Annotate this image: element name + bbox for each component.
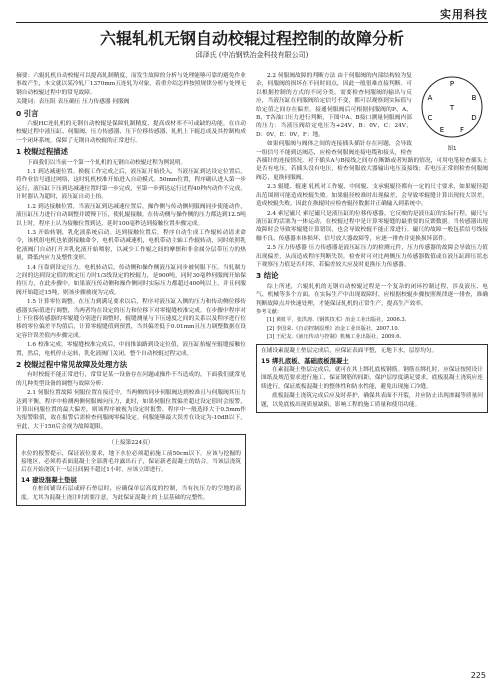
article-title: 六辊轧机无钢自动校辊过程控制的故障分析 — [99, 29, 404, 48]
paragraph-1: 下面我们以当前一个第一个轧机的无钢自动校辊过程为例说明。 — [27, 159, 187, 166]
heading-section-2: 2 校辊过程中常见故障及处理方法 — [16, 360, 128, 369]
pin-label: E — [439, 126, 445, 134]
page-number: 225 — [470, 671, 486, 680]
continued-box — [16, 434, 246, 506]
continuation-text: 在铺设素混凝土垫层完成后，应保证表面平整，无地下水，层厚均匀。 — [261, 348, 438, 355]
pin-label: D — [471, 114, 477, 122]
paragraph-1-6: 1.6 校准完成。零辊缝校准完成后，中间推油路到设定位值，液压缸抬辊至辊缝接触位置，然后，电机停止运转，乳化液阀门关闭，整个自动校辊过程完成。 — [16, 342, 246, 357]
continued-note: （上接第224页） — [108, 440, 154, 447]
paragraph-2-3: 如果伺服阀与阀体之间的连接插头插针存在问题，会导致一组信号不能到达阀芯，应检查伺服阀连接电缆和接头，检查各插针的连接情况。对于插头A与B接线之间存在断路或者短路的情况，可用电笔检查插头上是否有电压，若插头没有电压，检查伺服放大器输出电压及接线；若电压正常则检查伺服阀阀芯，更换伺服阀。 — [256, 141, 488, 181]
right-column — [256, 72, 488, 416]
left-column — [16, 72, 246, 509]
heading-conclusion: 3 结论 — [256, 271, 279, 281]
header-rule — [16, 22, 488, 23]
pin-label: A — [427, 94, 433, 102]
pin-label: P — [449, 80, 455, 88]
reference-item: [1] 黄虹平，张洪涛.《钢铁技术》冶金工业出版社，2006.3. — [267, 317, 407, 324]
heading-introduction: 0 引言 — [16, 108, 39, 118]
paragraph-1-4: 1.4 压靠到设定压力。电机转动后，传动侧和操作侧液压缸同步被伺服下压，当轧制力之间的达到设定值的规定压力时1/3线设定的校辊力，是900吨，同时30毫秒伺服阀开始保持压力，在此步骤中，如果液压传动侧和操作侧同时实际压力都超过400吨以上，并且伺服阀开始超过15吨，则该步骤被视为完成。 — [16, 264, 246, 296]
pin-label: B — [471, 94, 477, 102]
intro-paragraph: 六辊HC连轧机的无钢自动校辊是保障轧制精度、提高成材率不可或缺的功能。在自动校辊过程中液压缸、伺服阀、压力传感器、压下位移传感器、轧机上下辊总成及其控制构成一个闭环系统，保障了无钢自动校辊的正常进行。 — [16, 121, 246, 144]
abstract: 摘要：六辊轧机自动校辊可以提高轧制精度，而发生故障的分析与处理能够可靠的避免作业事故产生，本文就以某冷轧厂1370mm五连轧为对象，着重介绍怎样按照规律分析与处理无钢自动校辊过程中的常见故障。 — [16, 73, 247, 96]
keywords: 关键词：表压阻 表压确压 压力传感器 伺服阀 — [16, 99, 130, 106]
paragraph-2-6: 2.5 压力传感器 压力传感器是液压缸压力的检测元件，压力传感器的故障会导致压力值出现偏差，从而造成程序判断失误。检查时可对比两侧压力传感器数值或在液压缸卸压状态下观察压力值是否归零，若偏差较大应及时更换压力传感器。 — [256, 245, 488, 268]
paragraph-1-3: 1.3 开始转钢，乳化液系统启动。达到接触位置后，程序自动生成工作辊转动请求命令，该机组电机也依据接触命令，电机带动减速机，电机带动主轴工作辊转动，同时依照乳化液阀门自动打开并乳化液开始喷射，以减少工作辊之间的摩擦和非金属分层带压力的热量，降低内应力及整性变形。 — [16, 229, 246, 262]
paragraph-2-4: 2.3 辊缝、辊速 轧机对工作辊、中间辊、支承辊辊径都有一定的尺寸要求，如果辊径超出范围则可能造成校辊失败。如果辊径校准时出现偏差，会导致零辊缝计算出现较大误差，造成校辊失败，因此在换辊时应检查辊径数据并正确输入到系统中。 — [256, 184, 488, 208]
paragraph-14: 在桩间铺设石层或碎石垫层时，应确保单层高度的控制，当有抗压力的空地的高度。尤其为混凝土浇注时需要注意，为此保证混凝土的上层基础的完整性。 — [21, 486, 241, 501]
reference-item: [3] 王纪友.《液压传动与控制》机械工业出版社，2009.6. — [267, 333, 402, 340]
paragraph-1-5: 1.5 计算零位调整。在压力到满足要求以后，程序对液压缸入侧的压力和传动侧位移传感器实际值进行调整，当两者均在设定的压力和位移下对零辊缝校准完成。在步骤中程序对上下位移传感器的零辊缝分别进行调整时，辊缝测量与下压速度之间的关系以及程序进行位移的零位偏差平均值后，计算零辊缝值到预置，当其偏差低于0.01mm且压力调整数据在设定容许误差值内步骤完成。 — [16, 299, 246, 339]
heading-section-14: 14 建设混凝土垫层 — [21, 475, 77, 484]
conclusion-paragraph: 综上所述，六辊轧机的无钢自动校辊过程是一个复杂的闭环控制过程，涉及液压、电气、机械等多个方面。在实际生产中出现故障时，应根据校辊步骤按照规律逐一排查，准确判断故障点并快速处理，才能保证轧机的正常生产，提高生产效率。 — [256, 283, 488, 307]
paragraph-2-5: 2.4 索尼磁尺 索尼磁尺是液压缸的位移传感器，它反映的是液压缸的实际行程。磁尺与液压缸的活塞为一体运动，在校辊过程中是计算零辊缝的最重要的反馈数据。当传感器出现故障时会导致零辊缝计算错误，也会导致校辊不能正常进行。磁尺的故障一般包括信号线接触不良、传感器本体损坏、信号放大器故障等，应逐一排查并更换损坏部件。 — [256, 210, 488, 242]
author-line: 邱泽氏 (中冶钢铁冶金科技有限公司) — [195, 51, 309, 59]
continuation-box — [256, 344, 488, 413]
paragraph-1-2: 1.2 到达接触位置。当液压缸到达减速位置后，操作侧与传动侧伺服阀同步使能动作，液压缸压力进行自动调整并缓慢下压，使轧辊接触。在传动侧与操作侧的压力都达到12.5吨以上时，程序上认为接触位置到达，延时100毫秒达到接触位置步骤完成。 — [16, 203, 246, 227]
figure-caption: 图1 — [447, 146, 457, 153]
reference-item: [2] 李国荣.《自动控制原理》冶金工业出版社，2007.10. — [267, 325, 400, 332]
figure-1 — [416, 72, 488, 152]
continued-text: 水位的报警提示，保证液位要求，地下水位必须超前施工前50cm以下。应该与挖掘的接地区，必须将表面混凝土全部凿毛并露出石子，保证新老混凝土的结合。当该层浇筑后在开始浇筑下一层且间隔不超过1小时，应该立即进行。 — [21, 450, 241, 474]
heading-section-15: 15 绑扎底板、基础底板混凝土 — [261, 356, 349, 365]
paragraph-1-1: 1.1 到达减速位置。换辊工作完成之后，液压缸开始投入，当液压缸到达设定位置后，将作业信号通过网络，这时轧机校准开始进入自动模式。50mm位置，程序确认进入第一步运行，液压缸下压到达减速位置时第一步完成，至第一步到达运行过程40秒内动作不完成，计时器认为超时，液压缸自动上抬。 — [16, 169, 246, 201]
heading-section-1: 1 校辊过程描述 — [16, 147, 69, 157]
paragraph-2: 有时校辊不能正常进行，常常是某一设备存在问题或操作不当造成的，下面我们就常见的几种类型设备的调整与故障分析： — [16, 372, 246, 387]
pin-label: F — [459, 126, 465, 134]
section-tag: 实用科技 — [440, 8, 488, 21]
pin-label: T — [449, 104, 455, 112]
paragraph-15b: 底板混凝土浇筑完成后应及时养护，确保其表面不开裂，并应防止出现渗漏等质量问题，以免底板出现质量缺陷，影响工程的施工质量和使用功能。 — [261, 393, 483, 408]
paragraph-15: 在素混凝土垫层完成后，就可在其上绑扎底板钢筋。钢筋在绑扎时，应保证按照设计图纸及规范要求进行施工，保证钢筋的间距、保护层厚度满足要求，底板混凝土浇筑应连续进行，保证底板混凝土的整体性和防水性能，避免出现施工冷缝。 — [261, 366, 483, 390]
paragraph-2-1: 2.1 伺服位置故障 伺服位置在接近中，当两侧的同步伺服阀达到校准且与伺服阀其压力达到平衡，程序中检测两侧伺服阀向压力，此时，如果伺服位置偏差超过设定值时会报警，计算出伺服位置的最大偏差，则该程序被视为设定时报警，程序中一般选择大于0.5mm作为报警限值，故在报警后需检查伺服阀零偏设定。伺服能够最大误差在设定为-10dB以下，至此，大于150后会视为故障超限。 — [16, 390, 246, 430]
connector-diagram — [416, 72, 488, 142]
pin-label: C — [427, 114, 433, 122]
running-header — [0, 6, 504, 26]
references-title: 参考文献： — [256, 308, 282, 315]
paragraph-2-2: 2.2 伺服阀故障的判断方法 由于伺服阀的内部结构较为复杂，伺服阀的损坏在不同时间点，因此一般很难直接判断。可以根据控制的方式的不同分类，需要检查伺服阀的输出与反应，当液压缸在伺服阀给定信号不变，都可以观察到实际值与给定值之间存在偏差。接通伺服阀后可根据伺服阀的P、A、B、T各油口压力进行判断，下图中A、B接口测量伺服阀内部的压力：当液压阀给定电压为+24V，B：0V，C：24V，D：0V，E：0V，F：地。 — [256, 73, 412, 138]
